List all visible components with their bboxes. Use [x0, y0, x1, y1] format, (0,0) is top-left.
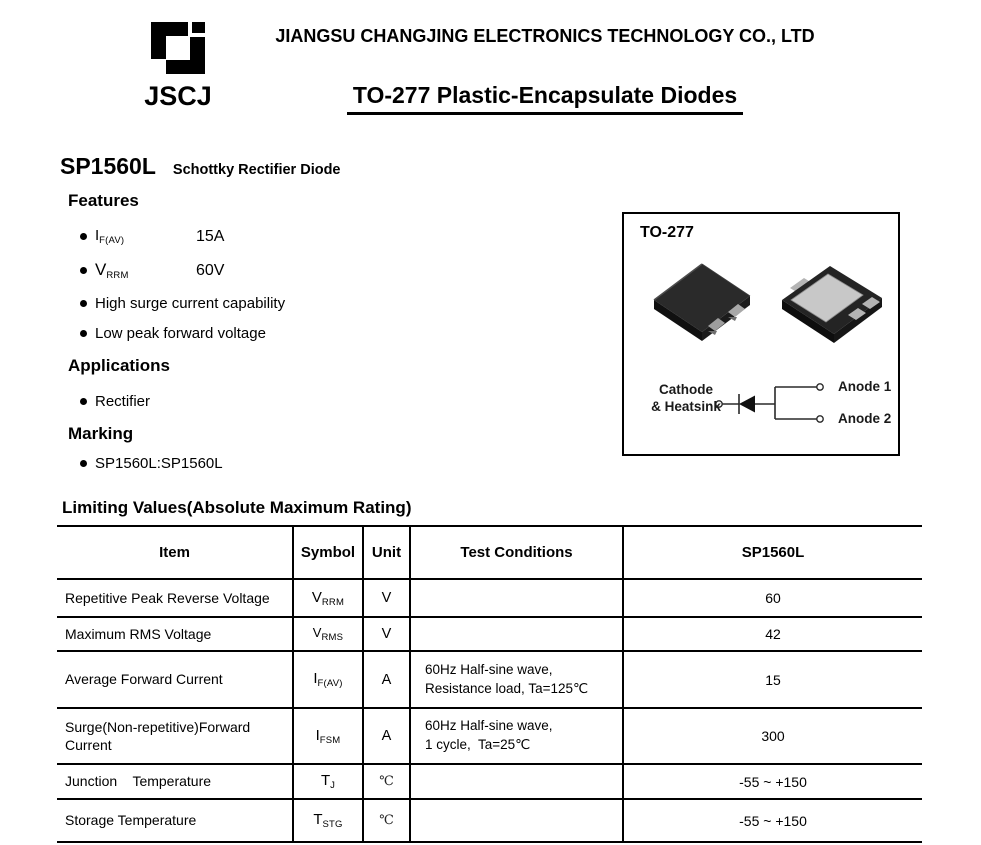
unit-cell: A: [363, 708, 410, 764]
bullet-icon: [80, 233, 87, 240]
table-row: [57, 708, 922, 764]
value-cell: -55 ~ +150: [623, 764, 922, 799]
feature-item: [80, 260, 224, 281]
value-cell: 42: [623, 617, 922, 651]
unit-cell: ℃: [363, 799, 410, 842]
anode1-label: Anode 1: [838, 379, 892, 394]
application-item: [80, 393, 150, 410]
value-cell: 60: [623, 579, 922, 617]
item-cell: Average Forward Current: [65, 671, 223, 688]
bullet-icon: [80, 460, 87, 467]
marking-item: [80, 455, 223, 472]
features-heading: Features: [68, 191, 139, 210]
value-cell: -55 ~ +150: [623, 799, 922, 842]
package-name-label: TO-277: [640, 224, 694, 241]
feature-symbol: $V_{RRM}$: [95, 260, 129, 281]
table-row: [57, 799, 922, 842]
bullet-icon: [80, 330, 87, 337]
conditions-cell: 60Hz Half-sine wave, Resistance load, Ta=125℃: [410, 651, 623, 708]
item-cell: Storage Temperature: [65, 812, 197, 829]
table-row: [57, 651, 922, 708]
feature-item: [80, 295, 285, 312]
table-header-row: [57, 526, 922, 579]
anode2-label: Anode 2: [838, 411, 892, 426]
package-photo-top-view-icon: [644, 252, 760, 348]
value-cell: 300: [623, 708, 922, 764]
col-conditions: Test Conditions: [410, 526, 623, 579]
conditions-cell: [410, 579, 623, 617]
package-photo-bottom-view-icon: [776, 258, 888, 348]
part-number: SP1560L: [60, 153, 156, 179]
page-title: TO-277 Plastic-Encapsulate Diodes: [347, 82, 743, 115]
col-part: SP1560L: [623, 526, 922, 579]
conditions-cell: [410, 799, 623, 842]
item-cell: Surge(Non-repetitive)Forward Current: [65, 718, 255, 753]
value-cell: 15: [623, 651, 922, 708]
item-cell: Junction Temperature: [65, 773, 212, 790]
package-outline-box: [622, 212, 900, 456]
unit-cell: V: [363, 617, 410, 651]
heatsink-label: & Heatsink: [651, 399, 721, 414]
feature-value: 60V: [196, 261, 225, 279]
unit-cell: A: [363, 651, 410, 708]
logo-text: JSCJ: [144, 81, 212, 111]
ratings-heading: Limiting Values(Absolute Maximum Rating): [62, 498, 412, 517]
marking-text: SP1560L:SP1560L: [95, 455, 223, 472]
conditions-cell: 60Hz Half-sine wave, 1 cycle, Ta=25℃: [410, 708, 623, 764]
symbol-cell: $V_{RRM}$: [293, 579, 363, 617]
doc-title-wrap: [185, 82, 905, 115]
table-row: [57, 617, 922, 651]
item-cell: Maximum RMS Voltage: [65, 625, 212, 642]
ratings-table: [57, 525, 922, 843]
table-row: [57, 764, 922, 799]
symbol-cell: $V_{RMS}$: [293, 617, 363, 651]
marking-heading: Marking: [68, 424, 134, 443]
col-symbol: Symbol: [293, 526, 363, 579]
feature-item: [80, 325, 266, 342]
bullet-icon: [80, 300, 87, 307]
bullet-icon: [80, 398, 87, 405]
conditions-cell: [410, 764, 623, 799]
company-name: JIANGSU CHANGJING ELECTRONICS TECHNOLOGY CO., LTD: [275, 26, 815, 46]
cathode-label: Cathode: [659, 382, 713, 397]
symbol-cell: $T_J$: [293, 764, 363, 799]
feature-item: [80, 227, 224, 246]
applications-heading: Applications: [68, 356, 171, 375]
symbol-cell: $T_{STG}$: [293, 799, 363, 842]
feature-symbol: $I_{F(AV)}$: [95, 227, 125, 246]
application-text: Rectifier: [95, 393, 151, 410]
col-unit: Unit: [363, 526, 410, 579]
table-row: [57, 579, 922, 617]
unit-cell: V: [363, 579, 410, 617]
col-item: Item: [159, 544, 190, 561]
symbol-cell: $I_{F(AV)}$: [293, 651, 363, 708]
symbol-cell: $I_{FSM}$: [293, 708, 363, 764]
unit-cell: ℃: [363, 764, 410, 799]
feature-text: High surge current capability: [95, 295, 286, 312]
feature-text: Low peak forward voltage: [95, 325, 266, 342]
conditions-cell: [410, 617, 623, 651]
part-type: Schottky Rectifier Diode: [172, 162, 341, 178]
feature-value: 15A: [196, 227, 225, 245]
item-cell: Repetitive Peak Reverse Voltage: [65, 589, 270, 606]
product-heading: [60, 153, 341, 180]
bullet-icon: [80, 267, 87, 274]
